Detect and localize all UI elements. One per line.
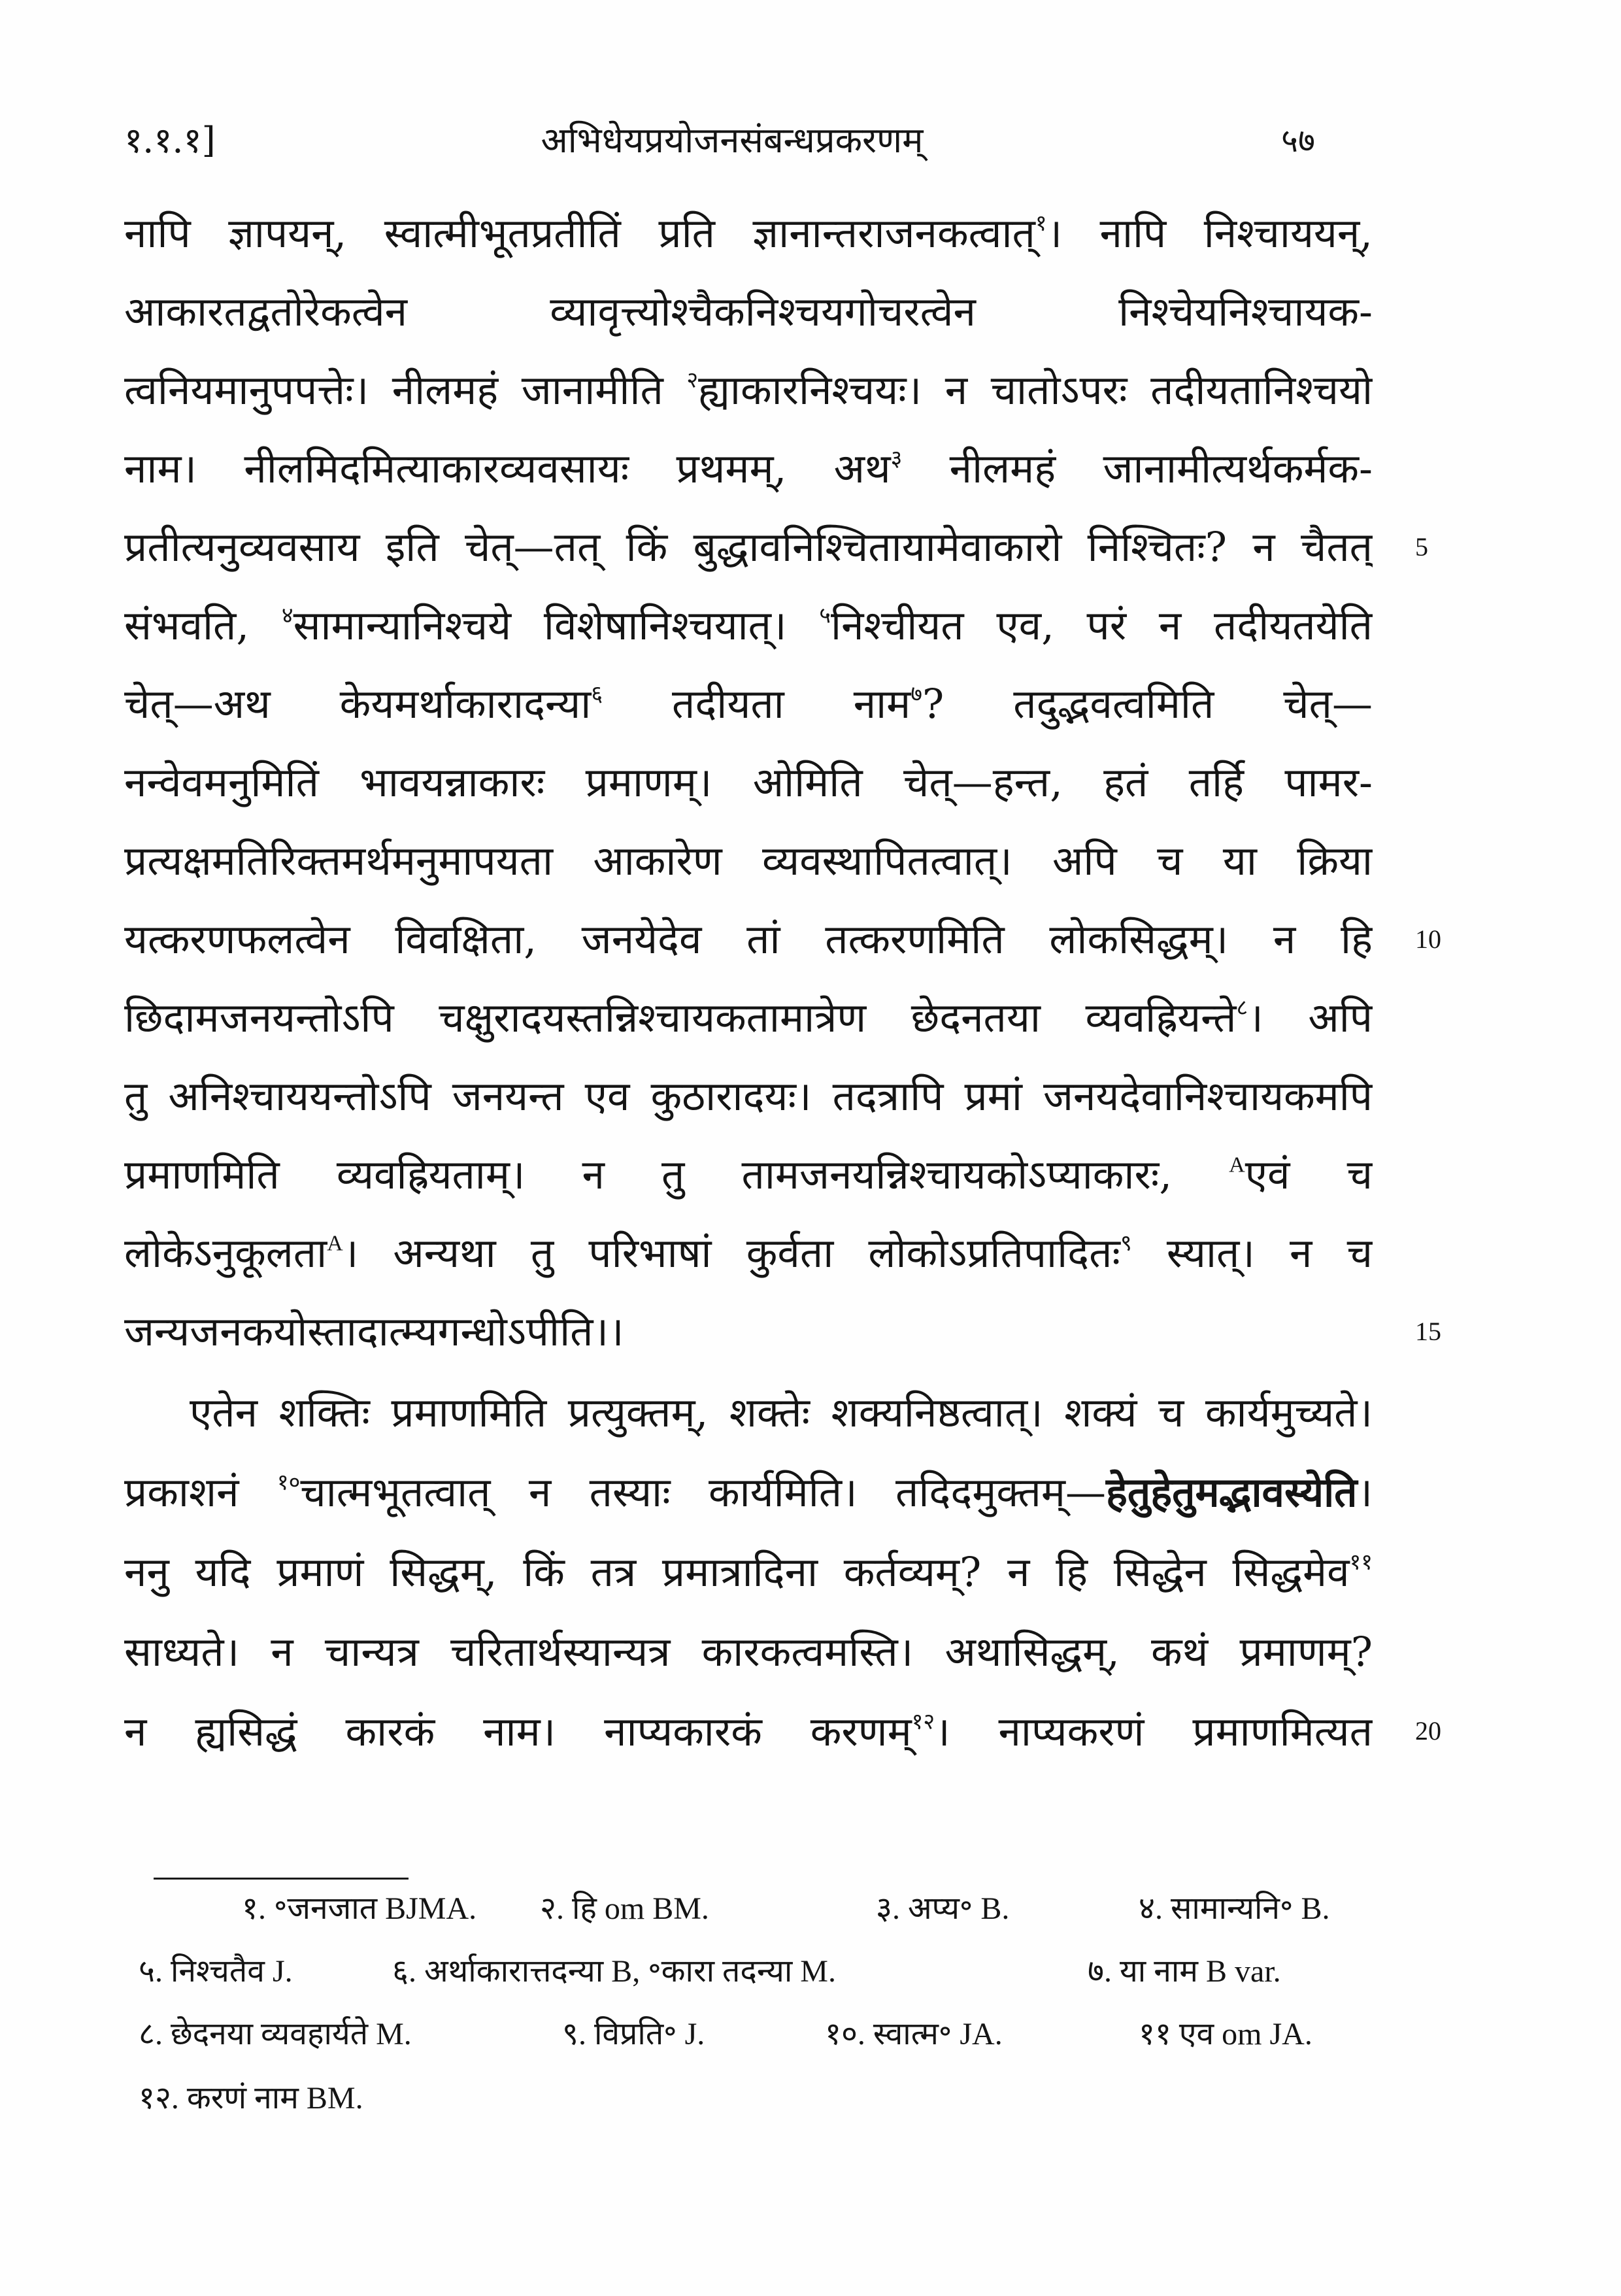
text-line [124,194,1373,273]
footnote: ६. अर्थाकारात्तदन्या B, ॰कारा तदन्या M. [392,1954,836,1989]
text-line [124,351,1373,430]
text-line [124,1136,1373,1214]
footnote: ९. विप्रति॰ J. [562,2017,705,2051]
text-line [124,1292,1373,1371]
footnote-marker: ८ [1236,994,1248,1021]
section-reference: १.१.१] [124,120,216,161]
text-line [124,1057,1373,1136]
text-span: लोकेऽनुकूलता [124,1229,327,1277]
page-number: ५७ [1281,122,1315,160]
text-span: संभवति, [124,601,282,649]
footnote-marker: ९ [1120,1230,1132,1257]
emphasized-phrase: हेतुहेतुमद्भावस्येति [1105,1468,1358,1516]
text-span: नापि ज्ञापयन्, स्वात्मीभूतप्रतीतिं प्रति ज्ञानान्तराजनकत्वात् [124,209,1035,257]
text-span: एवं च [1245,1151,1373,1198]
variant-marker: A [1229,1153,1245,1177]
text-span: ह्याकारनिश्चयः। न चातोऽपरः तदीयतानिश्चयो [698,366,1373,414]
text-span: ? तदुद्भवत्वमिति चेत्— [922,680,1373,728]
footnote: ११ एव om JA. [1139,2017,1312,2051]
text-span: न ह्यसिद्धं कारकं नाम। नाप्यकारकं करणम् [124,1708,912,1755]
text-line [124,979,1373,1057]
chapter-title: अभिधेयप्रयोजनसंबन्धप्रकरणम् [541,120,924,161]
text-line [124,1373,1373,1453]
footnote: १. ॰जनजात BJMA. [242,1891,477,1926]
text-span: चेत्—अथ केयमर्थाकारादन्या [124,680,592,728]
footnote-marker: ३ [890,445,903,472]
footnote-marker: ४ [281,602,293,629]
text-span: तु अनिश्चाययन्तोऽपि जनयन्त एव कुठारादयः। तदत्रापि प्रमां जनयदेवानिश्चायकमपि [124,1072,1373,1120]
text-line [124,508,1373,586]
line-number: 15 [1415,1317,1441,1346]
paragraph-2 [124,1373,1373,1772]
footnote-marker: ६ [591,681,603,707]
footnote-marker: ११ [1349,1549,1373,1576]
text-span: । अन्यथा तु परिभाषां कुर्वता लोकोऽप्रतिपादितः [343,1229,1120,1277]
footnote: ८. छेदनया व्यवहार्यते M. [139,2017,412,2051]
text-span: प्रतीत्यनुव्यवसाय इति चेत्—तत् किं बुद्धावनिश्चितायामेवाकारो निश्चितः? न चैतत् [124,523,1373,571]
line-number: 5 [1415,532,1428,562]
text-span: । नापि निश्चाययन्, [1046,209,1373,257]
text-span: प्रत्यक्षमतिरिक्तमर्थमनुमापयता आकारेण व्यवस्थापितत्वात्। अपि च या क्रिया [124,837,1373,885]
footnote-marker: १ [1035,210,1047,237]
footnote-marker: १० [276,1469,301,1496]
variant-marker: A [327,1231,343,1256]
text-span: छिदामजनयन्तोऽपि चक्षुरादयस्तन्निश्चायकतामात्रेण छेदनतया व्यवह्रियन्ते [124,994,1237,1041]
footnote-marker: ७ [911,681,922,707]
footnote: ४. सामान्यनि॰ B. [1139,1891,1330,1926]
text-span: एतेन शक्तिः प्रमाणमिति प्रत्युक्तम्, शक्तेः शक्यनिष्ठत्वात्। शक्यं च कार्यमुच्यते। [190,1389,1373,1436]
paragraph-1 [124,194,1373,1371]
text-line [124,1692,1373,1772]
footnote: ३. अप्य॰ B. [876,1891,1010,1926]
text-span: । अपि [1248,994,1373,1041]
text-span: । नाप्यकरणं प्रमाणमित्यत [935,1708,1373,1755]
footnote: १२. करणं नाम BM. [139,2081,363,2116]
text-line [124,743,1373,822]
text-span: तदीयता नाम [603,680,911,728]
text-span: । [1357,1468,1373,1516]
text-span: आकारतद्वतोरेकत्वेन व्यावृत्त्योश्चैकनिश्चयगोचरत्वेन निश्चेयनिश्चायक- [124,288,1373,335]
text-span: जन्यजनकयोस्तादात्म्यगन्धोऽपीति।। [124,1308,624,1355]
text-span: चात्मभूतत्वात् न तस्याः कार्यमिति। तदिदमुक्तम्— [300,1468,1106,1516]
footnote: २. हि om BM. [540,1891,709,1926]
text-span: प्रकाशनं [124,1468,277,1516]
footnote: ७. या नाम B var. [1088,1954,1281,1989]
text-span: सामान्यानिश्चये विशेषानिश्चयात्। [293,601,820,649]
line-number: 20 [1415,1716,1441,1746]
footnote: १०. स्वात्म॰ JA. [825,2017,1003,2051]
footnote-marker: ५ [819,602,831,629]
text-line [124,665,1373,743]
text-line [124,1214,1373,1292]
text-line [124,586,1373,665]
text-span: निश्चीयत एव, परं न तदीयतयेति [831,601,1373,649]
text-span: त्वनियमानुपपत्तेः। नीलमहं जानामीति [124,366,687,414]
text-span: नीलमहं जानामीत्यर्थकर्मक- [902,445,1373,492]
text-span: साध्यते। न चान्यत्र चरितार्थस्यान्यत्र कारकत्वमस्ति। अथासिद्धम्, कथं प्रमाणम्? [124,1628,1373,1676]
line-number: 10 [1415,924,1441,954]
text-span: स्यात्। न च [1131,1229,1373,1277]
text-line [124,900,1373,979]
text-span: नन्वेवमनुमितिं भावयन्नाकारः प्रमाणम्। ओमिति चेत्—हन्त, हतं तर्हि पामर- [124,758,1373,806]
text-line [124,1532,1373,1612]
text-span: यत्करणफलत्वेन विवक्षिता, जनयेदेव तां तत्करणमिति लोकसिद्धम्। न हि [124,915,1373,963]
text-span: ननु यदि प्रमाणं सिद्धम्, किं तत्र प्रमात्रादिना कर्तव्यम्? न हि सिद्धेन सिद्धमेव [124,1548,1350,1596]
footnote: ५. निश्चतैव J. [139,1954,293,1989]
text-span: नाम। नीलमिदमित्याकारव्यवसायः प्रथमम्, अथ [124,445,891,492]
text-line [124,1612,1373,1692]
text-line [124,1453,1373,1532]
footnote-divider [154,1878,409,1880]
footnote-marker: २ [686,367,699,394]
text-line [124,430,1373,508]
text-line [124,273,1373,351]
text-span: प्रमाणमिति व्यवह्रियताम्। न तु तामजनयन्निश्चायकोऽप्याकारः, [124,1151,1229,1198]
text-line [124,822,1373,900]
footnote-marker: १२ [911,1708,935,1735]
